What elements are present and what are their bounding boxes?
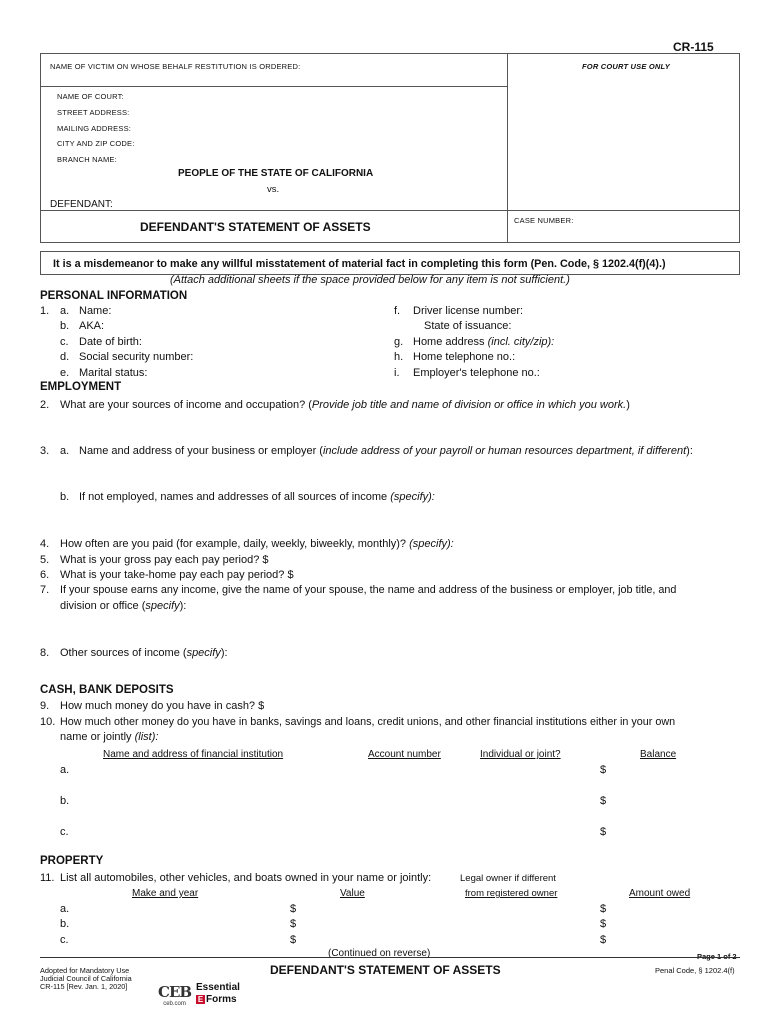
- vehicle-row-owed-currency: $: [600, 934, 607, 946]
- vehicle-row-owed-currency: $: [600, 903, 607, 915]
- essential-forms-line2: E Forms: [197, 994, 237, 1005]
- ssn-field-label: Social security number:: [79, 351, 194, 363]
- q3b-text: If not employed, names and addresses of all sources of income (specify):: [79, 491, 435, 503]
- q11-number: 11.: [40, 872, 55, 884]
- footer-rule: [40, 957, 740, 958]
- item1a-letter: a.: [60, 305, 70, 317]
- bank-row-currency: $: [600, 764, 607, 776]
- defendant-label: DEFENDANT:: [50, 199, 113, 210]
- employer-phone-label: Employer's telephone no.:: [413, 367, 540, 379]
- item1g-letter: g.: [394, 336, 404, 348]
- col-institution: Name and address of financial institution: [103, 749, 284, 760]
- marital-field-label: Marital status:: [79, 367, 148, 379]
- q7-number: 7.: [40, 584, 50, 596]
- q8-text: Other sources of income (specify):: [60, 647, 228, 659]
- q9-text: How much money do you have in cash? $: [60, 700, 265, 712]
- form-title: DEFENDANT'S STATEMENT OF ASSETS: [140, 220, 371, 234]
- home-address-label: Home address (incl. city/zip):: [413, 336, 555, 348]
- page-number: Page 1 of 2: [697, 952, 737, 961]
- q9-number: 9.: [40, 700, 50, 712]
- vehicle-row-value-currency: $: [290, 934, 297, 946]
- victim-label: NAME OF VICTIM ON WHOSE BEHALF RESTITUTION IS ORDERED:: [50, 62, 301, 71]
- essential-forms-logo: [196, 983, 240, 1005]
- mailing-address-label: MAILING ADDRESS:: [57, 124, 132, 133]
- street-address-label: STREET ADDRESS:: [57, 108, 130, 117]
- registered-owner-label: from registered owner: [465, 888, 558, 899]
- item1-number: 1.: [40, 305, 50, 317]
- col-make-year: Make and year: [132, 888, 199, 899]
- item1h-letter: h.: [394, 351, 404, 363]
- adopted-line: Adopted for Mandatory Use: [40, 966, 130, 975]
- essential-forms-icon: E: [197, 995, 204, 1004]
- vehicle-row-owed-currency: $: [600, 918, 607, 930]
- bank-row-currency: $: [600, 795, 607, 807]
- branch-name-label: BRANCH NAME:: [57, 155, 117, 164]
- q7-text: If your spouse earns any income, give the name of your spouse, the name and address of the business or employer, job title, and: [60, 584, 677, 596]
- essential-forms-line1: Essential: [196, 982, 240, 993]
- col-balance: Balance: [640, 749, 677, 760]
- q3-number: 3.: [40, 445, 50, 457]
- q5-number: 5.: [40, 554, 50, 566]
- q2-text: What are your sources of income and occupation? (Provide job title and name of division or office in which you work.): [60, 399, 630, 411]
- q5-text: What is your gross pay each pay period? $: [60, 554, 269, 566]
- q11-text: List all automobiles, other vehicles, and boats owned in your name or jointly:: [60, 872, 432, 884]
- q10-number: 10.: [40, 716, 56, 728]
- employment-heading: EMPLOYMENT: [40, 381, 122, 393]
- q6-text: What is your take-home pay each pay period? $: [60, 569, 294, 581]
- city-zip-label: CITY AND ZIP CODE:: [57, 139, 135, 148]
- adopted-block: [40, 967, 132, 991]
- q6-number: 6.: [40, 569, 50, 581]
- bank-row-currency: $: [600, 826, 607, 838]
- bank-row-letter: b.: [60, 795, 70, 807]
- warning-text: It is a misdemeanor to make any willful misstatement of material fact in completing this form (Pen. Code, § 1202.4(f)(4).): [53, 258, 666, 270]
- vehicle-row-value-currency: $: [290, 918, 297, 930]
- col-amount-owed: Amount owed: [629, 888, 691, 899]
- q3b-letter: b.: [60, 491, 70, 503]
- bank-row-letter: a.: [60, 764, 70, 776]
- q7-text-cont: division or office (specify):: [60, 600, 187, 612]
- q8-number: 8.: [40, 647, 50, 659]
- court-use-label: FOR COURT USE ONLY: [582, 62, 670, 71]
- q2-number: 2.: [40, 399, 50, 411]
- property-heading: PROPERTY: [40, 855, 104, 867]
- vehicle-row-value-currency: $: [290, 903, 297, 915]
- continued-label: (Continued on reverse): [328, 948, 431, 959]
- q4-text: How often are you paid (for example, daily, weekly, biweekly, monthly)? (specify):: [60, 538, 454, 550]
- personal-heading: PERSONAL INFORMATION: [40, 290, 188, 302]
- item1e-letter: e.: [60, 367, 70, 379]
- ceb-logo-text: CEB: [158, 983, 192, 1001]
- cash-heading: CASH, BANK DEPOSITS: [40, 684, 174, 696]
- council-line: Judicial Council of California: [40, 974, 132, 983]
- court-name-label: NAME OF COURT:: [57, 92, 124, 101]
- q10-text-cont: name or jointly (list):: [60, 731, 159, 743]
- q3a-text: Name and address of your business or employer (include address of your payroll or human resources department, if different):: [79, 445, 693, 457]
- vehicle-row-letter: a.: [60, 903, 70, 915]
- case-number-label: CASE NUMBER:: [514, 216, 574, 225]
- item1i-letter: i.: [394, 367, 400, 379]
- item1b-letter: b.: [60, 320, 70, 332]
- people-label: PEOPLE OF THE STATE OF CALIFORNIA: [178, 168, 374, 179]
- item1d-letter: d.: [60, 351, 70, 363]
- state-issuance-label: State of issuance:: [424, 320, 512, 332]
- q3a-letter: a.: [60, 445, 70, 457]
- ceb-logo: [158, 983, 191, 1008]
- q10-text: How much other money do you have in banks, savings and loans, credit unions, and other financial institutions either in your own: [60, 716, 676, 728]
- home-phone-label: Home telephone no.:: [413, 351, 516, 363]
- name-field-label: Name:: [79, 305, 112, 317]
- driver-license-label: Driver license number:: [413, 305, 524, 317]
- aka-field-label: AKA:: [79, 320, 105, 332]
- item1c-letter: c.: [60, 336, 69, 348]
- revision-line: CR-115 [Rev. Jan. 1, 2020]: [40, 982, 128, 991]
- form-number: CR-115: [673, 40, 714, 54]
- vehicle-row-letter: b.: [60, 918, 70, 930]
- item1f-letter: f.: [394, 305, 401, 317]
- vs-label: vs.: [267, 184, 280, 195]
- q4-number: 4.: [40, 538, 50, 550]
- penal-code-ref: Penal Code, § 1202.4(f): [655, 966, 735, 975]
- col-individual-joint: Individual or joint?: [480, 749, 561, 760]
- ceb-logo-url: ceb.com: [163, 1001, 186, 1007]
- dob-field-label: Date of birth:: [79, 336, 142, 348]
- col-value: Value: [340, 888, 365, 899]
- col-account-number: Account number: [368, 749, 441, 760]
- attach-note: (Attach additional sheets if the space provided below for any item is not sufficient.): [170, 274, 570, 286]
- legal-owner-label: Legal owner if different: [460, 873, 556, 884]
- vehicle-row-letter: c.: [60, 934, 69, 946]
- bank-row-letter: c.: [60, 826, 69, 838]
- footer-title: DEFENDANT'S STATEMENT OF ASSETS: [270, 963, 501, 977]
